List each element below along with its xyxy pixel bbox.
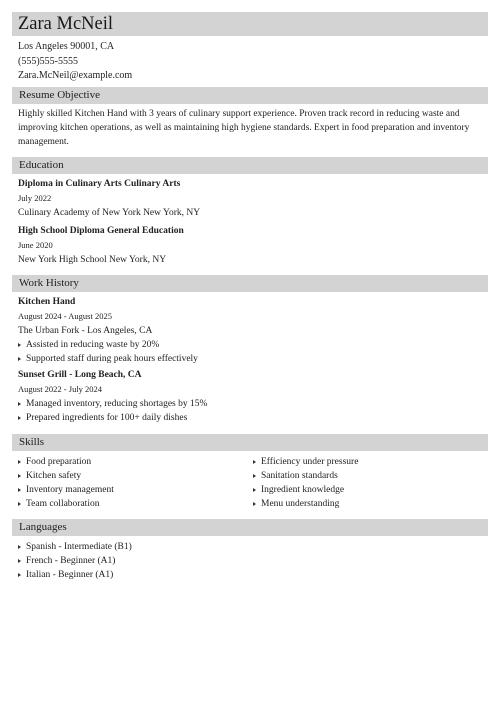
skills-list xyxy=(18,455,253,511)
triangle-bullet-icon xyxy=(18,559,21,563)
triangle-bullet-icon xyxy=(18,474,21,478)
list-item xyxy=(18,455,253,469)
triangle-bullet-icon xyxy=(18,357,21,361)
section-title: Resume Objective xyxy=(19,89,100,101)
education-entry xyxy=(12,224,488,267)
education-entry xyxy=(12,177,488,220)
triangle-bullet-icon xyxy=(18,402,21,406)
skills-grid xyxy=(12,455,488,511)
list-item xyxy=(18,483,253,497)
contact-phone: (555)555-5555 xyxy=(18,55,78,67)
job-bullets xyxy=(12,338,488,366)
list-item xyxy=(18,397,488,411)
list-item xyxy=(253,469,488,483)
list-item xyxy=(253,497,488,511)
candidate-name: Zara McNeil xyxy=(18,14,114,34)
section-title: Work History xyxy=(19,277,79,289)
list-item xyxy=(18,497,253,511)
bullet-text: Assisted in reducing waste by 20% xyxy=(26,339,160,350)
list-item xyxy=(18,352,488,366)
section-header-skills xyxy=(12,434,488,451)
triangle-bullet-icon xyxy=(18,488,21,492)
list-item xyxy=(253,455,488,469)
skill-text: Ingredient knowledge xyxy=(261,484,345,495)
section-title: Languages xyxy=(19,521,67,533)
section-header-education xyxy=(12,157,488,174)
list-item xyxy=(18,338,488,352)
skill-text: Team collaboration xyxy=(26,498,100,509)
job-bullets xyxy=(12,397,488,425)
job-company: The Urban Fork - Los Angeles, CA xyxy=(18,325,153,336)
list-item xyxy=(18,568,488,582)
triangle-bullet-icon xyxy=(18,502,21,506)
education-date: July 2022 xyxy=(18,192,52,203)
triangle-bullet-icon xyxy=(253,460,256,464)
education-school: New York High School New York, NY xyxy=(18,254,167,265)
list-item xyxy=(18,540,488,554)
languages-list xyxy=(12,540,488,582)
skill-text: Food preparation xyxy=(26,456,92,467)
bullet-text: Prepared ingredients for 100+ daily dishes xyxy=(26,412,188,423)
section-title: Education xyxy=(19,159,64,171)
bullet-text: Supported staff during peak hours effectively xyxy=(26,353,198,364)
triangle-bullet-icon xyxy=(253,488,256,492)
list-item xyxy=(18,554,488,568)
list-item xyxy=(18,411,488,425)
job-date: August 2022 - July 2024 xyxy=(18,383,103,394)
education-date: June 2020 xyxy=(18,239,53,250)
skill-text: Menu understanding xyxy=(261,498,340,509)
triangle-bullet-icon xyxy=(18,416,21,420)
bullet-text: Managed inventory, reducing shortages by 15% xyxy=(26,398,208,409)
skill-text: Inventory management xyxy=(26,484,114,495)
objective-text: Highly skilled Kitchen Hand with 3 years of culinary support experience. Proven track record in reducing waste and improving kitchen operations, as well as maintaining high hygiene standards. Expert in food preparation and inventory management. xyxy=(18,108,470,147)
triangle-bullet-icon xyxy=(18,573,21,577)
triangle-bullet-icon xyxy=(253,502,256,506)
language-text: Italian - Beginner (A1) xyxy=(26,569,114,580)
language-text: French - Beginner (A1) xyxy=(26,555,116,566)
triangle-bullet-icon xyxy=(18,545,21,549)
language-text: Spanish - Intermediate (B1) xyxy=(26,541,132,552)
section-header-work-history xyxy=(12,275,488,292)
triangle-bullet-icon xyxy=(18,343,21,347)
contact-email: Zara.McNeil@example.com xyxy=(18,70,133,81)
skills-column-right xyxy=(253,455,488,511)
name-header xyxy=(12,12,488,36)
job-title: Sunset Grill - Long Beach, CA xyxy=(18,369,142,380)
skills-column-left xyxy=(18,455,253,511)
contact-address: Los Angeles 90001, CA xyxy=(18,41,115,52)
triangle-bullet-icon xyxy=(18,460,21,464)
skill-text: Sanitation standards xyxy=(261,470,338,481)
section-header-objective xyxy=(12,87,488,104)
list-item xyxy=(253,483,488,497)
education-degree: Diploma in Culinary Arts Culinary Arts xyxy=(18,178,181,189)
triangle-bullet-icon xyxy=(253,474,256,478)
section-header-languages xyxy=(12,519,488,536)
skill-text: Kitchen safety xyxy=(26,470,82,481)
skill-text: Efficiency under pressure xyxy=(261,456,359,467)
job-title: Kitchen Hand xyxy=(18,296,76,307)
section-title: Skills xyxy=(19,436,45,448)
education-school: Culinary Academy of New York New York, NY xyxy=(18,207,201,218)
job-date: August 2024 - August 2025 xyxy=(18,310,112,321)
list-item xyxy=(18,469,253,483)
job-entry xyxy=(12,368,488,425)
job-entry xyxy=(12,295,488,366)
skills-list xyxy=(253,455,488,511)
contact-block xyxy=(12,40,488,84)
education-degree: High School Diploma General Education xyxy=(18,225,184,236)
